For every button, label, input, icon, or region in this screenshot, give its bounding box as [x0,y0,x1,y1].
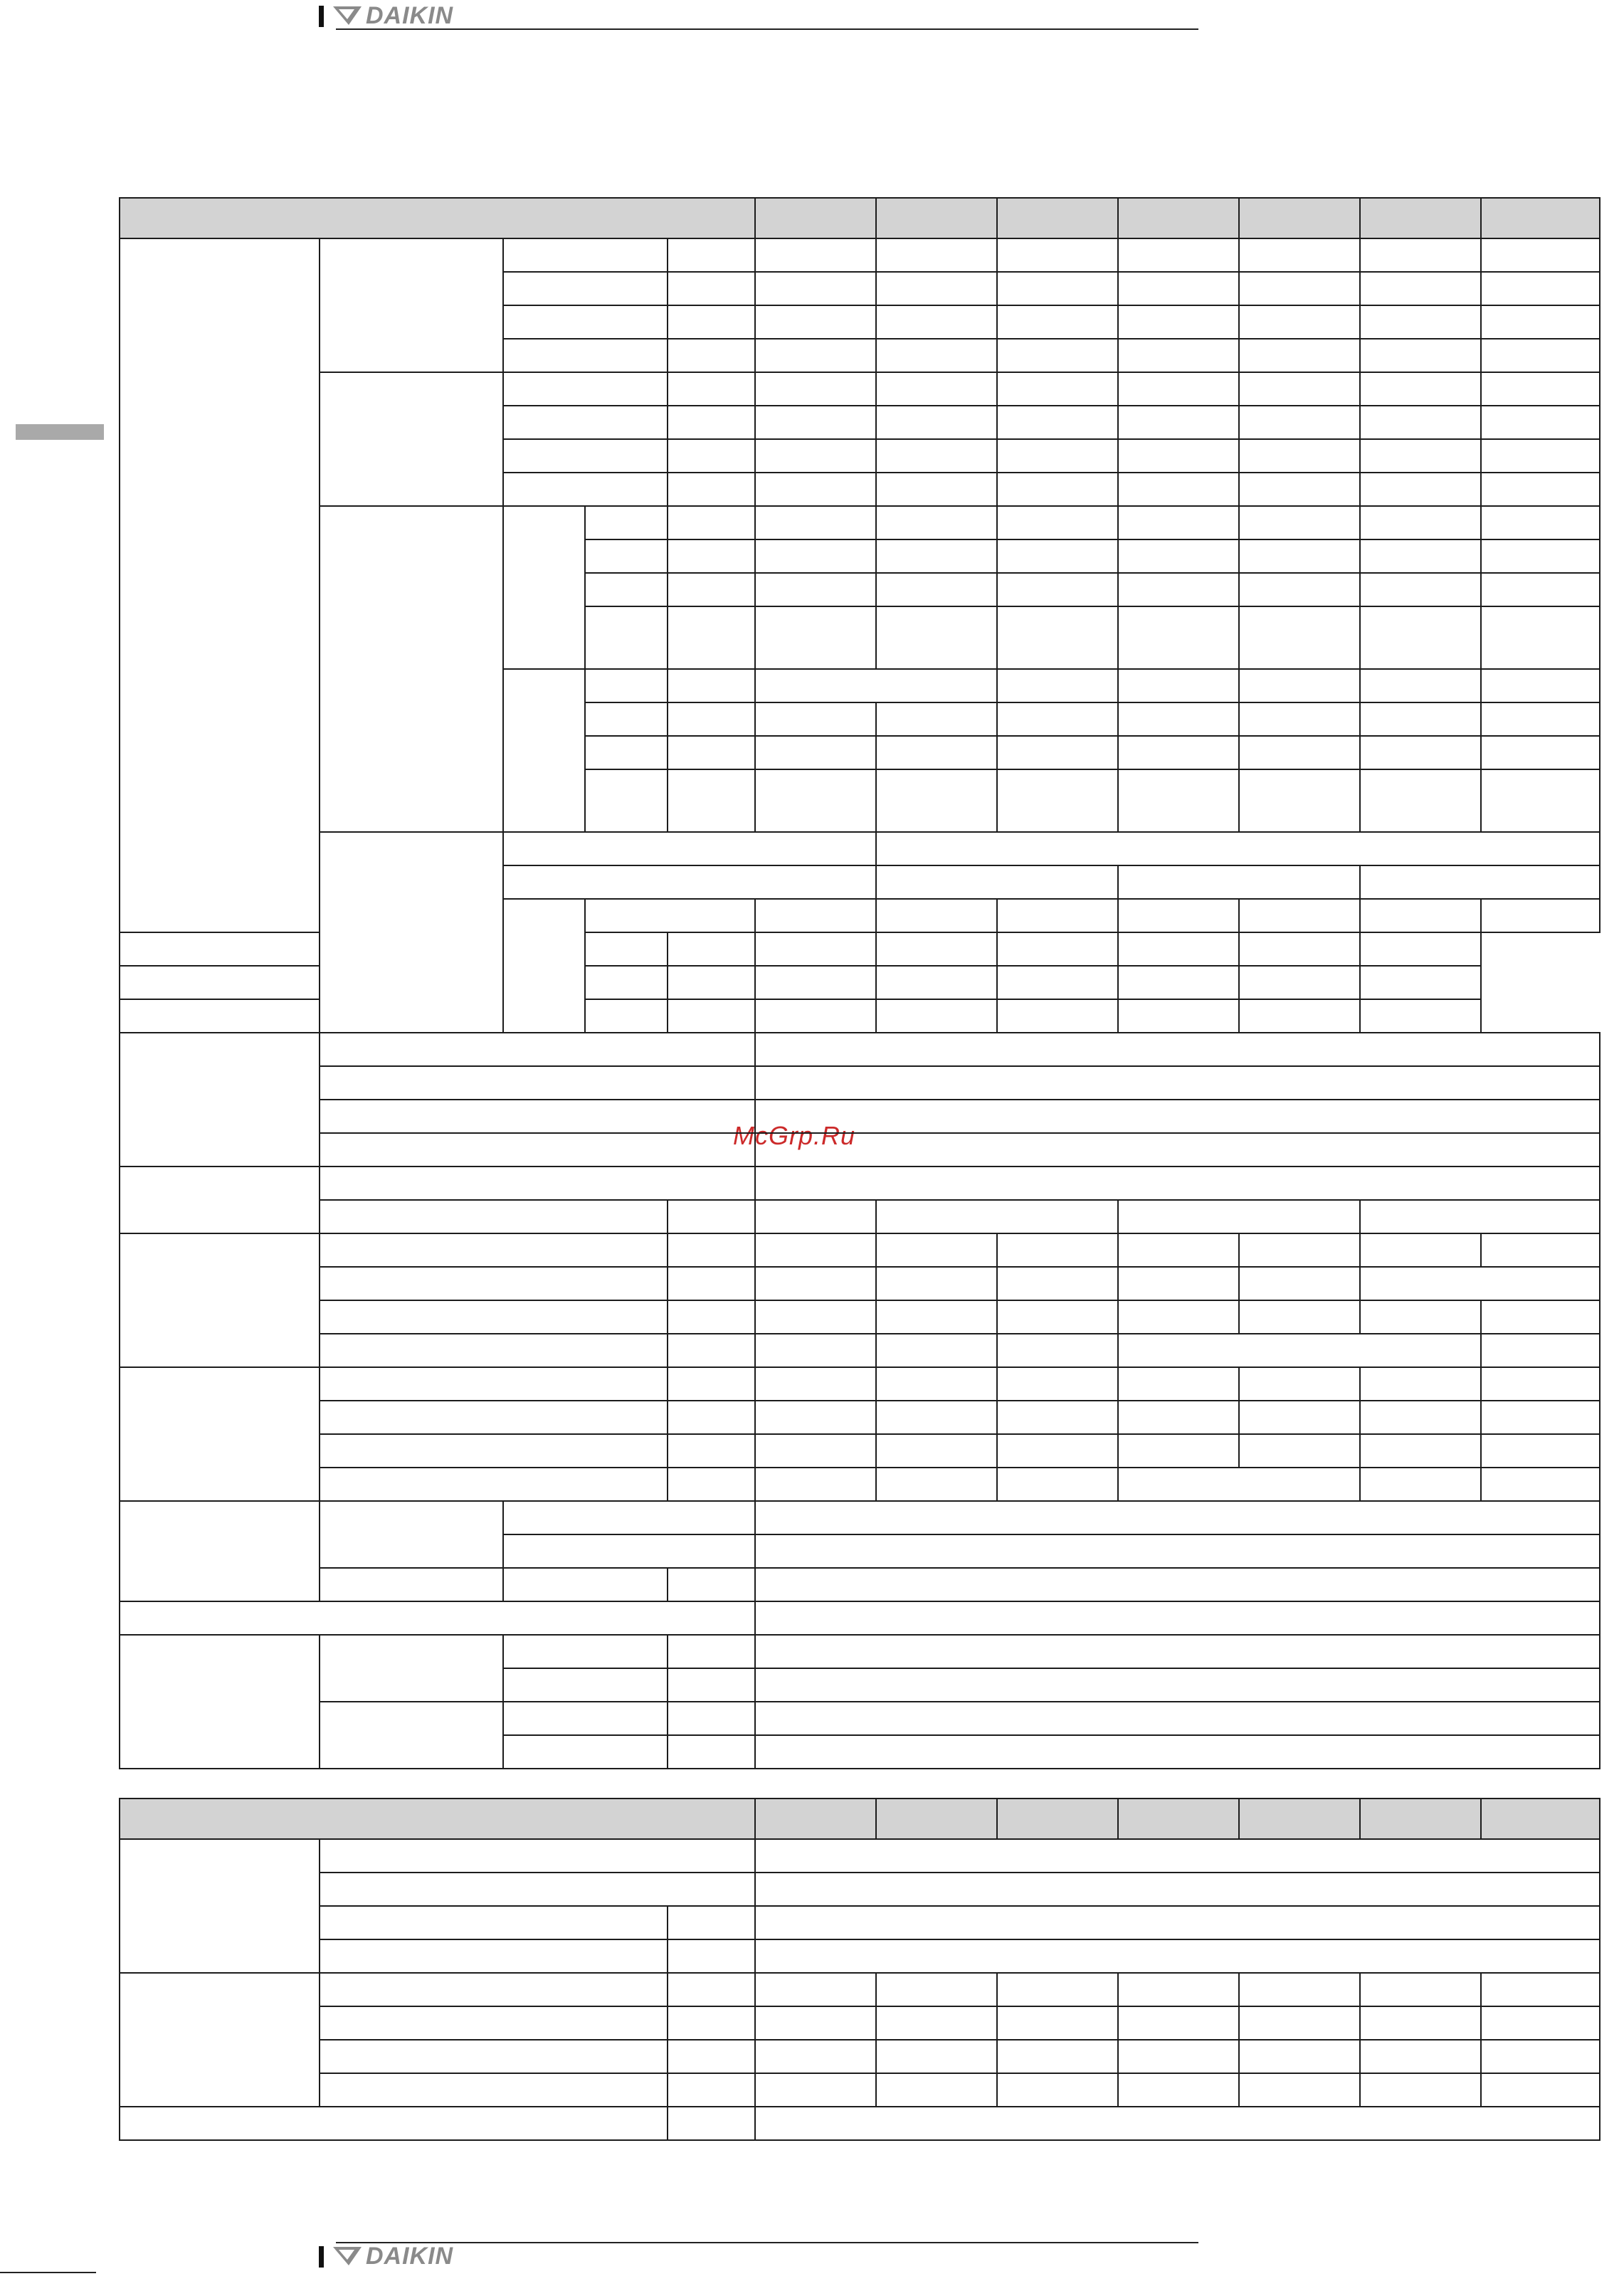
table-row [120,1167,1600,1200]
table-row [120,1233,1600,1267]
table-row [120,1873,1600,1906]
table-header-row [120,198,1600,238]
table-row [120,372,1600,406]
watermark: McGrp.Ru [733,1121,856,1150]
table-row [120,1973,1600,2006]
logo-text: DAIKIN [366,2,454,29]
table-row [120,1468,1600,1501]
table-row [120,1200,1600,1233]
table-row [120,1568,1600,1601]
table-row [120,506,1600,539]
daikin-logo-icon [333,2245,362,2267]
table-row [120,1401,1600,1434]
daikin-logo-icon [333,5,362,26]
table-row [120,832,1600,865]
table-row [120,1334,1600,1367]
daikin-logo [333,1,453,30]
spec-table [119,197,1600,1769]
table-row [120,1434,1600,1468]
side-tab [16,424,104,440]
table-row [120,1601,1600,1635]
table-row [120,2073,1600,2107]
table-row [120,1300,1600,1334]
table-row [120,1501,1600,1534]
footer-logo-bar [319,2246,324,2268]
table-row [120,1702,1600,1735]
table-row [120,1906,1600,1939]
table-row [120,1367,1600,1401]
table-header-row [120,1799,1600,1839]
table-row [120,999,1600,1033]
page-header [319,1,1198,30]
table-row [120,1839,1600,1873]
daikin-logo-footer [333,2242,453,2270]
table-row [120,966,1600,999]
table-row [120,1100,1600,1133]
table-row [120,932,1600,966]
table-row [120,238,1600,272]
table-row [120,2040,1600,2073]
table-row [120,2006,1600,2040]
spec-table-2 [119,1798,1600,2141]
table-row [120,1635,1600,1668]
footer-left-rule [0,2272,96,2273]
table-row [120,1133,1600,1167]
header-logo-bar [319,6,324,27]
table-row [120,2107,1600,2140]
page-footer [319,2242,1198,2270]
table-row [120,1066,1600,1100]
footer-rule [336,2242,1198,2243]
table-row [120,1267,1600,1300]
logo-text: DAIKIN [366,2243,454,2270]
table-row [120,1033,1600,1066]
table-row [120,1939,1600,1973]
header-rule [336,28,1198,30]
